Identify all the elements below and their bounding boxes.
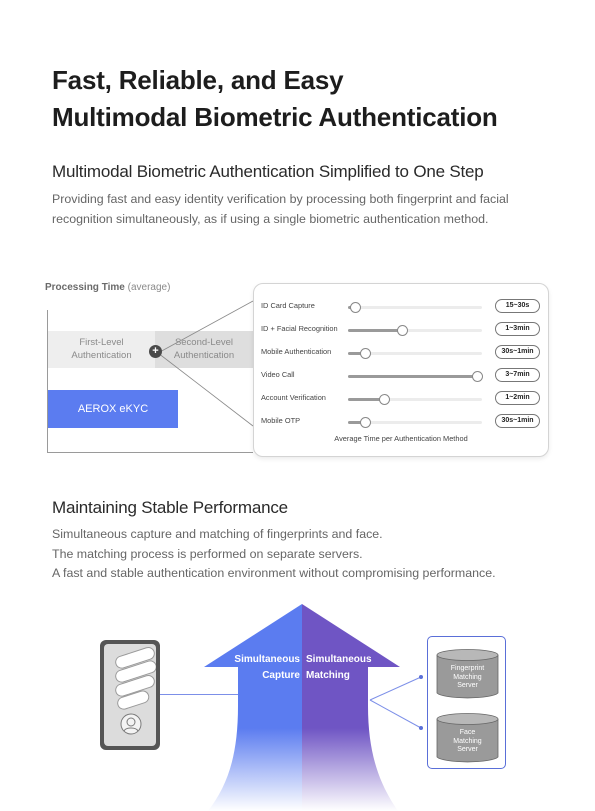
processing-time-label-note: (average) [124, 282, 171, 293]
card-footer-label: Average Time per Authentication Method [334, 434, 468, 443]
description-line: Providing fast and easy identity verification by processing both fingerprint and facial [52, 192, 509, 206]
second-level-line: Second-Level [174, 337, 234, 348]
processing-time-label-bold: Processing Time [45, 282, 125, 293]
face-server-label [436, 729, 499, 755]
section-heading-stable-performance: Maintaining Stable Performance [52, 498, 288, 517]
page-title-line-1: Fast, Reliable, and Easy [52, 65, 344, 95]
server-label-line: Server [457, 746, 478, 753]
method-label: ID Card Capture [261, 301, 315, 310]
method-label: Mobile Authentication [261, 347, 332, 356]
server-label-line: Server [457, 682, 478, 689]
method-label: Account Verification [261, 393, 326, 402]
description-line: A fast and stable authentication environment without compromising performance. [52, 566, 496, 580]
first-level-line: Authentication [71, 350, 132, 361]
connector-dot [419, 675, 423, 679]
section-heading-one-step: Multimodal Biometric Authentication Simplified to One Step [52, 162, 484, 181]
page-title-line-2: Multimodal Biometric Authentication [52, 102, 498, 132]
server-label-line: Matching [453, 737, 482, 745]
description-line: Simultaneous capture and matching of fingerprints and face. [52, 527, 383, 541]
method-time-badge: 1~2min [495, 391, 540, 405]
matching-servers-box [427, 636, 506, 769]
connector-to-fingerprint-server [370, 677, 421, 700]
plus-icon: + [149, 345, 162, 358]
server-label-line: Fingerprint [450, 665, 485, 672]
method-time-badge: 1~3min [495, 322, 540, 336]
method-time-badge: 15~30s [495, 299, 540, 313]
method-label: ID + Facial Recognition [261, 324, 338, 333]
method-time-badge: 30s~1min [495, 414, 540, 428]
server-label-line: Matching [453, 673, 482, 681]
method-time-badge: 30s~1min [495, 345, 540, 359]
arrow-label-line: Matching [306, 670, 350, 681]
face-matching-server [436, 713, 499, 761]
connector-dot [419, 726, 423, 730]
description-line: recognition simultaneously, as if using a single biometric authentication method. [52, 211, 489, 226]
fingerprint-matching-server [436, 649, 499, 697]
arrow-label-line: Simultaneous [306, 654, 372, 665]
method-label: Video Call [261, 370, 295, 379]
arrow-label-line: Simultaneous [234, 654, 300, 665]
fingerprint-server-label [436, 665, 499, 691]
method-label: Mobile OTP [261, 416, 301, 425]
second-level-line: Authentication [173, 350, 235, 361]
server-label-line: Face [459, 729, 476, 736]
first-level-line: First-Level [79, 337, 124, 348]
arrow-label-line: Capture [262, 670, 300, 681]
method-time-badge: 3~7min [495, 368, 540, 382]
connector-to-face-server [370, 700, 421, 728]
aerox-ekyc-bar: AEROX eKYC [48, 390, 178, 428]
description-line: The matching process is performed on separate servers. [52, 546, 363, 561]
